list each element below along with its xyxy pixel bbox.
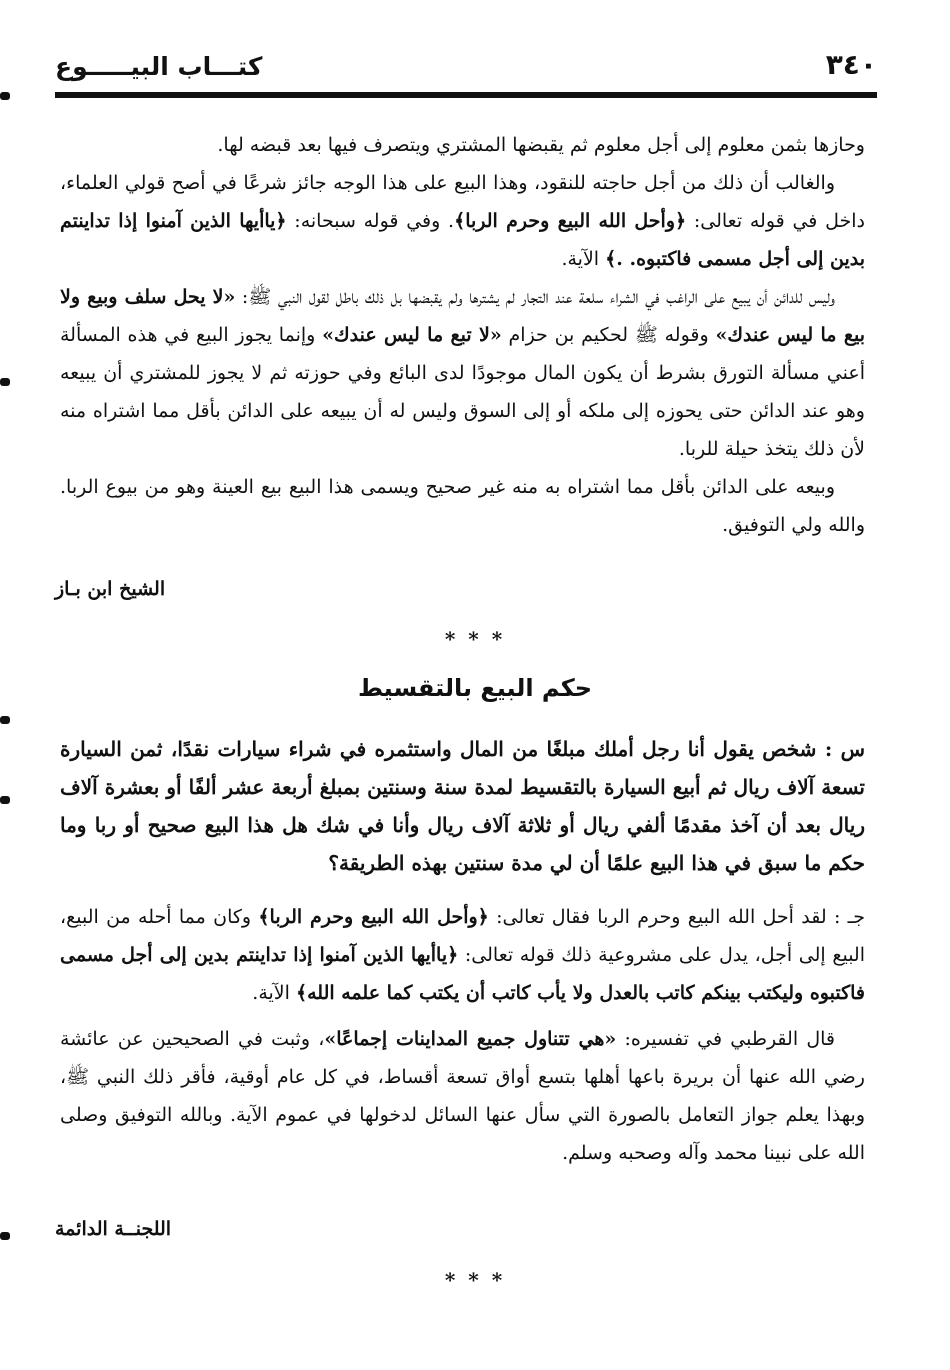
section-title: حكم البيع بالتقسيط — [357, 674, 593, 702]
scan-edge-mark — [0, 796, 10, 804]
paragraph-2: والغالب أن ذلك من أجل حاجته للنقود، وهذا البيع على هذا الوجه جائز شرعًا في أصح قولي العلماء، داخل في قوله تعالى: ﴿وأحل الله البيع وحرم الربا﴾. وفي قوله سبحانه: ﴿ياأيها الذين آمنوا إذا تداينتم بدين إلى أجل مسمى فاكتبوه. .﴾ الآية. — [60, 172, 865, 270]
answer-block — [60, 898, 865, 1172]
scan-edge-mark — [0, 92, 10, 100]
question-text: س : شخص يقول أنا رجل أملك مبلغًا من المال واستثمره في شراء سيارات نقدًا، ثمن السيارة تسعة آلاف ريال ثم أبيع السيارة بالتقسيط لمدة سنة وسنتين بمبلغ أربعة عشر ألفًا أو بعشرة آلاف ريال بعد أن آخذ مقدمًا ألفي ريال أو ثلاثة آلاف ريال وأنا في شك هل هذا البيع صحيح أو ربا وما حكم ما سبق في هذا البيع علمًا أن لي مدة سنتين بهذه الطريقة؟ — [60, 737, 865, 875]
tafsir-quote: «هي تتناول جميع المداينات إجماعًا» — [324, 1028, 617, 1050]
section1-text — [60, 126, 865, 544]
scan-edge-mark — [0, 1232, 10, 1240]
signature-permanent-committee: اللجنــة الدائمة — [55, 1218, 172, 1240]
page-number: ٣٤٠ — [825, 48, 877, 81]
book-title: كتـــاب البيـــــوع — [55, 52, 263, 81]
quran-quote: ﴿وأحل الله البيع وحرم الربا﴾ — [454, 210, 687, 232]
hadith-quote: «لا تبع ما ليس عندك» — [322, 324, 502, 346]
section-separator: * * * — [444, 1268, 506, 1292]
page-header — [55, 48, 877, 98]
answer-text: جـ : لقد أحل الله البيع وحرم الربا فقال تعالى: ﴿وأحل الله البيع وحرم الربا﴾ وكان مما أحله من البيع، البيع إلى أجل، يدل على مشروعية ذلك قوله تعالى: ﴿ياأيها الذين آمنوا إذا تداينتم بدين إلى أجل مسمى فاكتبوه وليكتب بينكم كاتب بالعدل ولا يأب كاتب أن يكتب كما علمه الله﴾ الآية. — [60, 906, 865, 1004]
signature-ibn-baz: الشيخ ابن بـاز — [55, 578, 166, 600]
paragraph-1: وحازها بثمن معلوم إلى أجل معلوم ثم يقبضها المشتري ويتصرف فيها بعد قبضه لها. — [217, 134, 865, 156]
paragraph-4: وبيعه على الدائن بأقل مما اشتراه به منه غير صحيح ويسمى هذا البيع بيع العينة وهو من بيوع الربا. والله ولي التوفيق. — [60, 476, 865, 536]
section-separator: * * * — [444, 627, 506, 651]
question-block — [60, 730, 865, 882]
answer-paragraph-2: قال القرطبي في تفسيره: «هي تتناول جميع المداينات إجماعًا»، وثبت في الصحيحين عن عائشة رضي الله عنها أن بريرة باعها أهلها بتسع أواق تسعة أقساط، في كل عام أوقية، فأقر ذلك النبي ﷺ، وبهذا يعلم جواز التعامل بالصورة التي سأل عنها السائل لدخولها في عموم الآية. وبالله التوفيق وصلى الله على نبينا محمد وآله وصحبه وسلم. — [60, 1028, 865, 1164]
hadith-quote: «لا يحل سلف وبيع ولا بيع ما ليس عندك» — [60, 286, 865, 346]
paragraph-3: وليس للدائن أن يبيع على الراغب في الشراء سلعة عند التجار لم يشترها ولم يقبضها بل ذلك باطل لقول النبي ﷺ: «لا يحل سلف وبيع ولا بيع ما ليس عندك» وقوله ﷺ لحكيم بن حزام «لا تبع ما ليس عندك» وإنما يجوز البيع في هذه المسألة أعني مسألة التورق بشرط أن يكون المال موجودًا لدى البائع وفي حوزته ثم لا يجوز للمشتري أن يبيعه وهو عند الدائن حتى يحوزه إلى ملكه أو إلى السوق وليس له أن يبيعه على الدائن بأقل مما اشتراه منه لأن ذلك يتخذ حيلة للربا. — [60, 286, 865, 460]
scan-edge-mark — [0, 378, 10, 386]
quran-quote: ﴿ياأيها الذين آمنوا إذا تداينتم بدين إلى أجل مسمى فاكتبوه وليكتب بينكم كاتب بالعدل ولا يأب كاتب أن يكتب كما علمه الله﴾ — [60, 944, 865, 1004]
scan-edge-mark — [0, 716, 10, 724]
header-rule — [55, 92, 877, 96]
quran-quote: ﴿ياأيها الذين آمنوا إذا تداينتم بدين إلى أجل مسمى فاكتبوه. .﴾ — [60, 210, 865, 270]
quran-quote: ﴿وأحل الله البيع وحرم الربا﴾ — [258, 906, 489, 928]
